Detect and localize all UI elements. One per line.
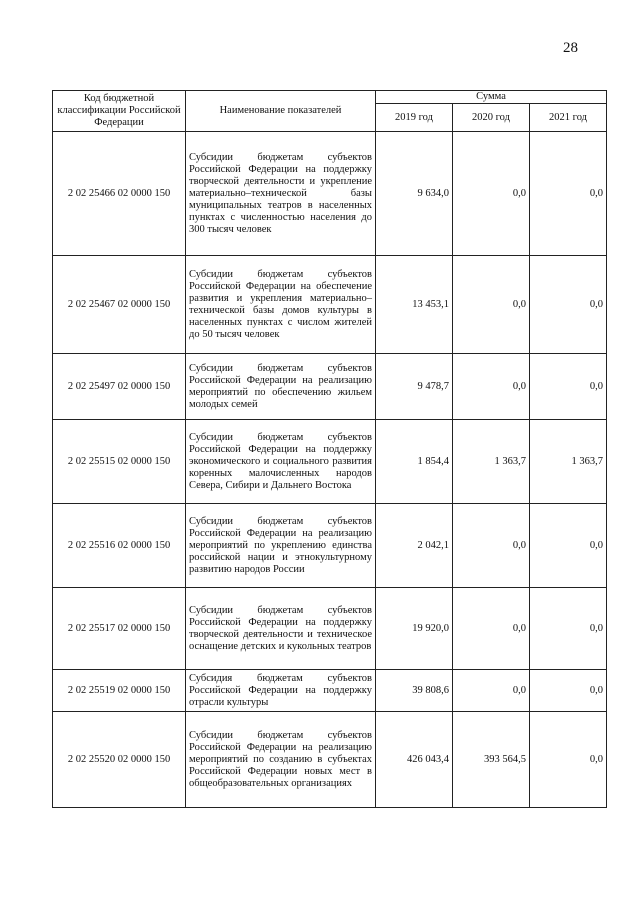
table-row	[53, 132, 607, 256]
header-year-2021: 2021 год	[530, 104, 607, 132]
row-name: Субсидии бюджетам субъектов Российской Федерации на поддержку творческой деятельности и укрепление материально–технической базы муниципальных театров в населенных пунктах с численностью населения до 300 тысяч человек	[186, 132, 376, 256]
row-code: 2 02 25520 02 0000 150	[53, 712, 186, 808]
row-code: 2 02 25467 02 0000 150	[53, 256, 186, 354]
table-row	[53, 588, 607, 670]
row-value-2020: 0,0	[453, 504, 530, 588]
row-value-2021: 0,0	[530, 256, 607, 354]
row-code: 2 02 25466 02 0000 150	[53, 132, 186, 256]
header-code: Код бюджетной классификации Российской Федерации	[53, 91, 186, 132]
row-name: Субсидии бюджетам субъектов Российской Федерации на поддержку экономического и социального развития коренных малочисленных народов Севера, Сибири и Дальнего Востока	[186, 420, 376, 504]
table-row	[53, 420, 607, 504]
table-row	[53, 504, 607, 588]
row-name: Субсидии бюджетам субъектов Российской Федерации на реализацию мероприятий по укреплению единства российской нации и этнокультурному развитию народов России	[186, 504, 376, 588]
row-value-2021: 0,0	[530, 670, 607, 712]
row-value-2020: 0,0	[453, 670, 530, 712]
row-value-2020: 393 564,5	[453, 712, 530, 808]
page-number: 28	[563, 40, 578, 56]
row-value-2019: 1 854,4	[376, 420, 453, 504]
table-row	[53, 354, 607, 420]
row-value-2020: 1 363,7	[453, 420, 530, 504]
row-value-2019: 13 453,1	[376, 256, 453, 354]
header-sum: Сумма	[376, 91, 607, 104]
row-code: 2 02 25516 02 0000 150	[53, 504, 186, 588]
row-name: Субсидии бюджетам субъектов Российской Федерации на реализацию мероприятий по созданию в субъектах Российской Федерации новых мест в общеобразовательных организациях	[186, 712, 376, 808]
header-year-2020: 2020 год	[453, 104, 530, 132]
row-code: 2 02 25515 02 0000 150	[53, 420, 186, 504]
row-value-2020: 0,0	[453, 588, 530, 670]
row-name: Субсидии бюджетам субъектов Российской Федерации на обеспечение развития и укрепления материально–технической базы домов культуры в населенных пунктах с числом жителей до 50 тысяч человек	[186, 256, 376, 354]
row-value-2021: 0,0	[530, 504, 607, 588]
row-value-2021: 0,0	[530, 712, 607, 808]
table-row	[53, 712, 607, 808]
header-name: Наименование показателей	[186, 91, 376, 132]
table-row	[53, 256, 607, 354]
row-value-2019: 9 478,7	[376, 354, 453, 420]
row-value-2019: 9 634,0	[376, 132, 453, 256]
row-value-2021: 0,0	[530, 354, 607, 420]
row-value-2020: 0,0	[453, 256, 530, 354]
table-row	[53, 670, 607, 712]
header-year-2019: 2019 год	[376, 104, 453, 132]
row-value-2020: 0,0	[453, 354, 530, 420]
row-value-2019: 2 042,1	[376, 504, 453, 588]
row-value-2021: 0,0	[530, 588, 607, 670]
row-value-2019: 426 043,4	[376, 712, 453, 808]
row-value-2020: 0,0	[453, 132, 530, 256]
row-value-2019: 19 920,0	[376, 588, 453, 670]
row-code: 2 02 25517 02 0000 150	[53, 588, 186, 670]
row-name: Субсидия бюджетам субъектов Российской Федерации на поддержку отрасли культуры	[186, 670, 376, 712]
budget-table	[52, 90, 607, 808]
row-name: Субсидии бюджетам субъектов Российской Федерации на реализацию мероприятий по обеспечению жильем молодых семей	[186, 354, 376, 420]
row-value-2021: 0,0	[530, 132, 607, 256]
row-value-2021: 1 363,7	[530, 420, 607, 504]
row-code: 2 02 25519 02 0000 150	[53, 670, 186, 712]
row-name: Субсидии бюджетам субъектов Российской Федерации на поддержку творческой деятельности и техническое оснащение детских и кукольных театров	[186, 588, 376, 670]
row-value-2019: 39 808,6	[376, 670, 453, 712]
row-code: 2 02 25497 02 0000 150	[53, 354, 186, 420]
